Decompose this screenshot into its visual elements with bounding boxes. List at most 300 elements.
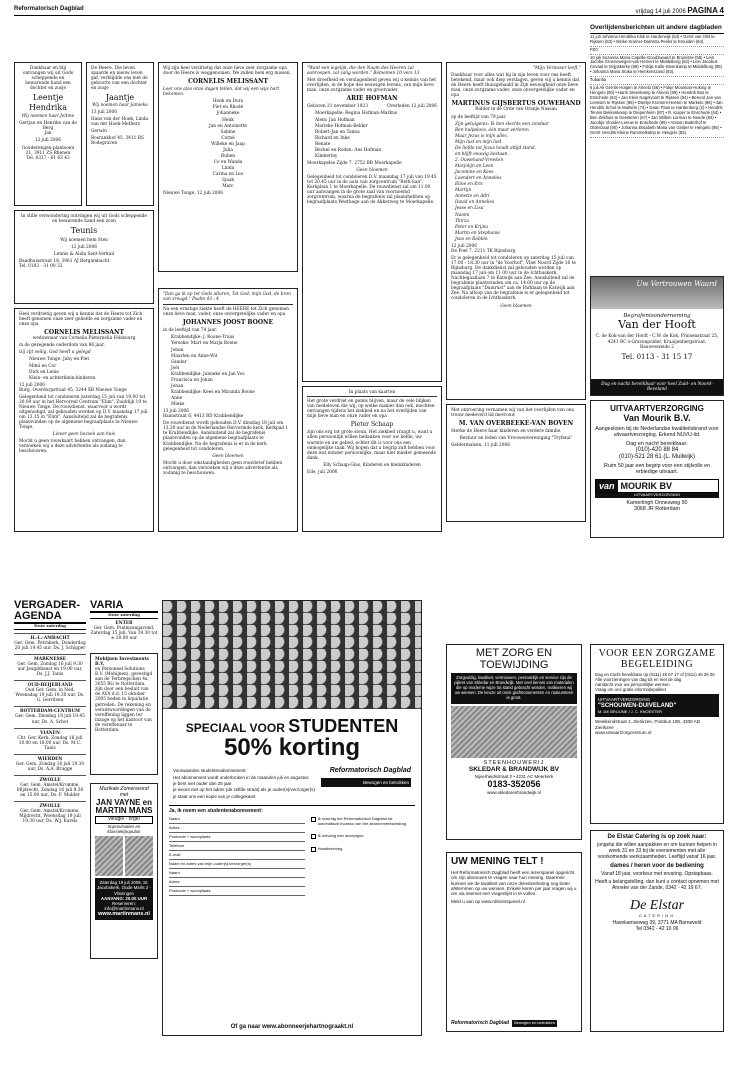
obituary-signatories: Bestuur en leden van Vrouwenvereniging "Tryfena" (459, 436, 573, 442)
obituary-name: M. VAN OVERBEEKE-VAN BOVEN (458, 420, 574, 428)
concert-style: Improvisaties en klassiek/populair (107, 823, 141, 834)
varia-subtitle: Deze zaterdag (90, 611, 158, 619)
option-label: Ik machtig het Reformatorisch Dagblad tot automatisch incasso van het abonnementsbedrag (317, 815, 406, 826)
firm-address: Havekamseweg 39, 3771 MA Barneveld (612, 919, 702, 926)
firm-type: Begrafenisonderneming (623, 313, 691, 319)
thanks-name: Pieter Schaap (350, 421, 394, 429)
form-field[interactable]: Adres (169, 878, 305, 887)
liquidation-notice (90, 653, 158, 775)
agenda-item (14, 680, 86, 703)
mourner-name: Krabbendijke: J. Boone-Traas (171, 335, 235, 341)
conditions-row (163, 761, 421, 798)
mourner-name: Sabine (220, 129, 236, 135)
obituary-name: CORNELIS MELISSANT (188, 78, 268, 86)
mourner-list (307, 111, 437, 159)
obituary-name: CORNELIS MELISSANT (44, 329, 124, 337)
form-options (311, 809, 415, 896)
logo-text-1: van (596, 480, 618, 493)
mourner-name: Mieke (171, 402, 185, 408)
birth-date: 12 juli 2006 (35, 138, 61, 144)
agenda-item (14, 775, 86, 798)
option-label: Ik ontvang een acceptgiro (317, 833, 364, 839)
obituary-body: Gelegenheid tot condoleren D.V. maandag 17 juli van 19.45 tot 20.45 uur in de aula van zorgcentrum "Beth-San", Kerkplein 1 te Moerkapelle. De rouwdienst zal om 11.00 uur aanvangen in de grote zaal van voornoemd zorgcentrum, waarna de begrafenis zal plaatshebben op begraafplaats Westhage aan de Akkerweg te Moerkapelle. (307, 175, 437, 206)
mourner-name: Naomi (455, 212, 470, 218)
mourner-name: 2. Ouwehand-Vreeken (455, 157, 504, 163)
birth-phone: Tel. 0183 - 31 00 33 (19, 263, 63, 269)
artist-photo (125, 836, 153, 876)
overview-item: 6 juli Ali Gerrits-Holgen te Almelo (58) • Fokje Mooiman-Hoking te Hengelo (90) • Harm Steenkamp te Almelo (89) • Hendrik Bos te Enschede (84) • Jan Klein Nagelvoort te Rijssen (84) • Berend Jan van Lenssen te Rijssen (86) • Dientje Kromers-Heeten te Markelo (86) • Jan Hendrik Schut te Markelo (74) • Daan Paus te Hardenberg (2) • Hendrik Tennis Bekkenkamp te Diepenheim (87) • R. Kuiper te Enschede (64) • Ben Zekhuis te Geesteren (67) • Jan Willem Lorman te Neede (84) • Jacobje Vlonder-Leeuw te Enschede (89) • Antoon Butterhof te Oldenzaal (90) • Johanna Elisabeth Maria van Gelder te Hengelo (95) • Gerrit Hendrik Kleine Rammelkamp te Hengelo (83). (590, 86, 724, 138)
obituary-name: MARTINUS GIJSBERTUS OUWEHAND (451, 100, 581, 108)
mourner-name: Yerseke: Mart en Marja Boone (171, 341, 238, 347)
service-item: Vraag om ons gratis informatiepakket (595, 687, 667, 693)
birth-intro: De Heere, Die leven spaarde en nieuw leven gaf, verblijdde ons met de geboorte van een dochter en zusje (91, 66, 148, 92)
mourner-name: Krabbendijke: Janneke en Jan Vos (171, 371, 245, 377)
varia-item-heading: ENTER (115, 620, 133, 626)
agenda-place: ROTTERDAM-CENTRUM (20, 709, 80, 715)
logo: De Elstar (629, 897, 685, 913)
mourner-name: Ruben (220, 153, 236, 159)
agenda-item (14, 728, 86, 751)
mourner-name: Marieke Hofman-Belder (315, 123, 368, 129)
mourner-name: Moerkapelle: Regina Hofman-Markus (315, 111, 398, 117)
obituary-age: op de leeftijd van 79 jaar. (451, 114, 507, 120)
page-header (14, 6, 724, 16)
mourner-name: Sjaak (221, 178, 234, 184)
obituary-date: 13 juli 2006 (163, 409, 189, 415)
paper-logo (451, 1020, 577, 1027)
obituary-closing: Geen bloemen (356, 168, 388, 174)
paper-logo (321, 767, 411, 798)
form-field[interactable]: Naam en adres van mijn ouder(s)/verzorger(s) (169, 860, 305, 869)
mourner-name: Jacomine en Kees (455, 170, 494, 176)
firm-name: "SCHOUWEN-DUIVELAND" (598, 702, 677, 709)
condition-item: je bent niet ouder dan 25 jaar (173, 780, 232, 786)
birth-parents: Hans van der Hoek, Linda van der Hoek-Metherz (91, 116, 149, 127)
ad-elstar-catering (590, 830, 724, 1032)
mourner-name: Francisca en Johan (171, 377, 213, 383)
agenda-subtitle: Deze zaterdag (14, 622, 86, 630)
obituary-order: Ridder in de Orde van Oranje Nassau (475, 107, 557, 113)
agenda-list (14, 633, 86, 825)
mourner-name: Co en Wanda (213, 159, 243, 165)
mourner-name: Marc (222, 184, 234, 190)
mourner-name: De liefde tot Jezus houdt altijd stand, (455, 145, 536, 151)
firm-phone-2: (010)-521 28 61 (L. Muilwijk) (618, 454, 696, 461)
birth-announcement-teunis (14, 210, 154, 304)
varia-title: VARIA (90, 600, 124, 611)
firm-phone-1: (010)-420 88 84 (635, 447, 679, 454)
obituary-intro: Wij zijn heel verdrietig dat onze lieve zeer zorgzame opa door de Heere is weggenomen. We zullen hem erg missen. (163, 66, 291, 77)
birth-parents: Gertjan en Henrike van de Berg (19, 121, 77, 132)
concert-intro: Muzikale Zomeravond met (99, 785, 149, 798)
notice-heading: Mobijnen Investments B.V. (95, 656, 149, 668)
notice-body: en Personeel Solutions B.V. (Mobijnen), gevestigd aan de Terbregschen 4a, 3055 RG te Rotterdam, zijn door een besluit van de AVA d.d. 15 oktober 2005 heden in liquidatie getreden. De rekening en verantwoordingen van de vereffening liggen ter inzage op het kantoor van de vereffenaar te Rotterdam. (95, 667, 153, 733)
form-title: Ja, ik neem een studentenabonnement: (169, 807, 263, 814)
mourner-name: Nieuwe Tonge: Jany en Piet (29, 357, 90, 363)
service-item: Aandacht voor uw persoonlijke wensen (595, 682, 670, 688)
obituary-address: De Poel 7, 2211 TK Rijnsburg (451, 248, 516, 254)
concert-start: AANVANG: 20.00 UUR (100, 895, 148, 901)
birth-phone: Tel. 0317 - 61 63 43 (26, 155, 70, 161)
agenda-details: Chr. Ger. Kerk, Zondag 16 juli 10.00 en 18.00 uur, Ds. M.C. Tanis (17, 735, 83, 751)
obituary-intro: Heel verdrietig geven wij u kennis dat de Heere tot Zich heeft genomen onze zeer geliefde en zorgzame vader en onze opa (19, 312, 143, 328)
firm-website-link[interactable]: www.uitvaartzorgcentrum.nl (595, 730, 652, 736)
mourner-name: Thirza (455, 218, 469, 224)
ad-steenhouwerij (446, 644, 582, 840)
conditions-list (173, 767, 321, 798)
birth-nickname: Wij noemen haar Jeltine (21, 114, 75, 120)
agenda-item (14, 706, 86, 724)
birth-name: Leentje Hendrika (29, 93, 67, 112)
birth-address: Baadhuisstraat 18, 3961 AJ Bergambacht (19, 258, 110, 264)
obituary-place-date: Nieuwe Tonge, 12 juli 2006 (163, 191, 223, 197)
thanks-body: Het grote verdriet en gemis blijven, maar de vele blijken van medeleven die wij, op welke manier dan ook, mochten ontvangen tijdens het ziekbed en na het overlijden van mijn lieve man en onze vader en opa (307, 399, 435, 420)
overview-item: 11 juli Johanna Hendrika Klok te Harderwijk (54) • Gerrit van Olst te Rijssen (83) • Minke Kramer-Damstra Peeks te Emuiden (84). (590, 35, 724, 47)
firm-availability: Dag en nacht bereikbaar: (626, 440, 688, 447)
logo-text-2: MOURIK BV (620, 480, 673, 491)
obituary-overview (590, 24, 724, 272)
mourner-name: Johanneke (216, 111, 240, 117)
mourner-name: Julia (223, 147, 233, 153)
agenda-place: MARKNESSE (34, 656, 66, 662)
firm-footer: Dag en nacht bereikbaar voor heel Zuid- en Noord-Beveland (591, 379, 723, 395)
page-date: vrijdag 14 juli 2006 PAGINA 4 (635, 6, 724, 15)
firm-phone: 0183-352056 (487, 779, 541, 790)
paper-slogan: Bewogen en betrokken (514, 1020, 555, 1026)
mourner-name: Carina en Leo (212, 172, 244, 178)
obituary-body: Er is gelegenheid tot condoleren op zaterdag 15 juli van 17.00 - 18.30 uur in "de Voorhof", Vliet Noord Zijde 16 te Rijnsburg. De dankdienst zal gehouden worden op maandag 17 juli om 11.00 uur in de Ichthuskerk, Nachtegaallaan 7 te Katwijk aan Zee. Aansluitend zal de begrafenis plaatsvinden om ca. 14.00 uur op de begraafplaats "Duinrust" aan de Parklaan te Katwijk aan Zee. Na afloop van de begrafenis is er gelegenheid tot condoleren in de Ichthuskerk. (451, 255, 576, 302)
crowd-photo (163, 601, 421, 709)
form-field[interactable]: Postcode + woonplaats (169, 887, 305, 896)
mourner-name: Kimberley (315, 153, 338, 159)
ad-body-2: Vanaf 18 jaar, voorkeur met ervaring. Opstapbaas. (601, 870, 713, 877)
mourner-name: Jesse en Lisa (455, 206, 484, 212)
mourner-name: Renate (315, 141, 331, 147)
mourner-name: Anne (171, 396, 183, 402)
agenda-details: Oud Ger. Gem. in Ned. Woensdag 19 juli 19.30 uur, Ds. G. Gerritsen (15, 688, 85, 704)
firm-name: Van Mourik B.V. (623, 413, 691, 424)
birth-date: Geboren 21 november 1923 (307, 104, 368, 110)
obituary-boone (158, 288, 298, 532)
obituary-intro: Na een ernstige ziekte heeft de HEERE tot Zich genomen onze lieve man, vader, onze onvergetelijke vader en opa (163, 307, 289, 318)
logo: Uw Vertrouwen Waard (591, 277, 723, 309)
mourner-name: Loendert en Annelies (455, 176, 502, 182)
concert-website-link[interactable]: www.martinmans.nl (98, 911, 150, 918)
mourner-list (163, 335, 293, 407)
agenda-item (14, 754, 86, 772)
obituary-verse: "Dan ga ik op tot Gods altaren, Tot God, mijn God, de bron van vreugd." Psalm 43 : 4 (163, 292, 291, 303)
birth-address: Bosrankhof 45, 3411 RS Bodegraven (91, 136, 144, 147)
mourner-name: Beckel en Roden: Ans Hofman (315, 147, 382, 153)
firm-type: UITVAARTVERZORGING (610, 404, 704, 413)
service-item: Alle voorzieningen van dag tot en met de dag (595, 677, 682, 683)
birth-name: Teunis (70, 226, 98, 236)
obituary-body: Gelegenheid tot condoleren zaterdag 15 juli van 19.00 tot 20.00 uur in het Hervormd Centrum "Elim", Zuiddijk 19 te Nieuwe Tonge. De rouwdienst, waarvoor u wordt uitgenodigd, zal gehouden worden op D.V. maandag 17 juli om 13.15 in "Elim". Aansluitend zal de begrafenis plaatsvinden op de algemene begraafplaats te Nieuwe Tonge. (19, 394, 148, 431)
concert-instruments: vleugel - orgel (95, 816, 153, 824)
ad-van-der-hooft (590, 276, 724, 396)
service-item: Dag en nacht bereikbaar op (0111) 45 07 17 of (0111) 46 26 00 (595, 672, 715, 677)
birth-address: Gouderengen-plantsoen 21, 3911 ZS Rhenen (21, 145, 75, 156)
form-field[interactable]: Naam (169, 869, 305, 878)
ad-headline (163, 717, 421, 735)
agenda-item (14, 633, 86, 651)
mourner-name: Marjolijn en Leen (455, 164, 494, 170)
ad-body: Het Reformatorisch Dagblad heeft een lezerspanel opgericht om zijn abonnees te vragen naar hun mening. Daarmee kunnen we de kwaliteit van onze dienstverlening nog beter afstemmen op uw wensen. Enkele keren per jaar vragen wij u om via internet een vragenlijst in te vullen. (451, 869, 577, 897)
headline-part-1: SPECIAAL VOOR (185, 721, 285, 735)
mourner-name: Peter en Krijna (455, 224, 488, 230)
firm-owners: M. DE BRUIJNE / J. C. KNOESTER (598, 708, 663, 714)
firm-address: Weelkendstraat 4, Zierikzee, Postbus 189, 4300 AD Zierikzee (595, 719, 701, 730)
condition-item: je woont niet op het adres (de zelfde straat) als je ouder(s)/verzorger(s) (173, 787, 315, 793)
overview-list (590, 35, 724, 138)
birth-announcement-jaantje (86, 62, 154, 206)
form-field[interactable]: Telefoon (169, 842, 305, 851)
subscribe-website-link[interactable]: Of ga naar www.abonneerjehartnograakt.nl (230, 1023, 354, 1030)
firm-subtitle: Aangesloten bij de Nederlandse kwaliteitsbrand voor uitvaartverzorging. Erkend NUVU-lid. (595, 426, 719, 439)
birth-siblings: Gerwin (91, 129, 107, 134)
mourner-name: Dick en Lenie (29, 369, 59, 375)
agenda-place: OUD-BEIJERLAND (27, 683, 73, 689)
mourner-name: Johan (171, 383, 184, 389)
obituary-date: 12 juli 2006 (19, 382, 45, 388)
mourner-name: Richard en Inke (315, 135, 350, 141)
agenda-details: Ger. Gem. Petrakerk, Donderdag 20 juli 19.45 uur, Ds. J. Schipper (14, 640, 86, 651)
birth-announcement-leentje (14, 62, 82, 206)
mourner-name: Sander (171, 359, 187, 365)
obituary-melissant-family (158, 62, 298, 272)
thanks-schaap (302, 386, 442, 532)
mourner-name: Willeke en Jaap (211, 141, 245, 147)
overview-title: Overlijdensberichten uit andere dagbladen (590, 24, 724, 34)
form-option[interactable] (311, 834, 415, 839)
ad-reader-panel (446, 852, 582, 1032)
agenda-place: ZWOLLE (39, 804, 61, 810)
obituary-closing: Geen bloemen (212, 453, 244, 459)
birth-name: Jaantje (105, 93, 135, 103)
paper-slogan: Bewogen en betrokken (321, 778, 411, 787)
concert-artists: JAN VAYNE en MARTIN MANS (95, 797, 153, 815)
mourner-name: Alem: Jan Hofman (315, 117, 355, 123)
ad-headline: De Elstar Catering is op zoek naar: (607, 834, 707, 840)
mourner-name: Henk en Dora (212, 99, 244, 105)
discount-label: 50% korting (223, 734, 361, 761)
ad-body: Zorgvuldig, kwaliteit, vertrouwen, persoonlijk en service zijn de pijlers van Skledar en Brandwijk. Met veel kennis van materialen die op moderne wijze tot stand gebracht worden, realiseren wij uw wensen. De keuze uit onze grafmonumenten en natuursteen is groot. (451, 673, 577, 704)
subscription-form (169, 805, 415, 896)
mourner-name: Annette en Adri (455, 194, 490, 200)
obituary-date: 12 juli 2006 (451, 243, 477, 249)
thanks-body-2: zijn ons erg tot grote steun. Het ziekbed vraagt u, want u allen persoonlijk willen bedanken voor uw liefde, uw warmte en uw gebed, echter dit is voor ons een onmogelijke taak. Wij hopen dat u begrip zult hebben voor deze wat minder persoonlijke, maar niet minder gemeende dank. (307, 430, 437, 461)
obituary-name: JOHANNES JOOST BOONE (182, 319, 274, 327)
form-option[interactable] (311, 817, 415, 826)
checkbox-icon[interactable] (311, 847, 316, 852)
mourner-list (163, 99, 293, 189)
headline-part-2: STUDENTEN (288, 716, 399, 736)
mourner-name: Martin en Stephanie (455, 230, 500, 236)
thanks-place-date: Ede, juli 2006 (307, 469, 338, 475)
agenda-place: H.-L.-AMBACHT (30, 635, 70, 641)
mourner-name: Corné (221, 135, 235, 141)
birth-date: 12 juli 2006 (71, 244, 97, 250)
firm-address: Kamerlingh Onnesweg 50 (626, 500, 688, 507)
form-field[interactable]: Adres (169, 824, 305, 833)
obituary-verse: Leer ons alzo onze dagen tellen, dat wij een wijs hart bekomen. (163, 87, 280, 98)
obituary-subtitle: weduwnaar van Cornelia Pieternella Felsbourg (32, 336, 136, 342)
agenda-place: ZWOLLE (39, 778, 61, 784)
form-field[interactable]: E-mail (169, 851, 305, 860)
form-field[interactable]: Postcode + woonplaats (169, 833, 305, 842)
obituary-verse: "Want een iegelijk, die den Naam des Heeren zal aanroepen, zal zalig worden." Romeinen 10 vers 13 (307, 66, 420, 77)
concert-place: Zaterdag 19 juli 2006, St. Jacobskerk, Oude Markt 2 - Vlissingen (97, 880, 151, 896)
service-list (595, 672, 719, 692)
obituary-body: Met ontroering vernamen wij van het overlijden van ons trouw medeverd lid mevrouw (451, 408, 574, 419)
firm-phone: Tel. 0113 - 31 15 17 (621, 352, 693, 361)
mourner-name: Linda (221, 166, 235, 172)
ad-headline: UW MENING TELT ! (451, 856, 544, 867)
form-fields (169, 815, 305, 896)
paper-name: Reformatorisch Dagblad (451, 1019, 510, 1026)
ad-van-mourik (590, 400, 724, 538)
agenda-details: Ger. Gem. Zondag 16 juli 19.30 uur, Ds. A.A. Brugge (15, 761, 85, 772)
option-label: Handtekening (317, 846, 343, 852)
obituary-address: Moerkapelse Zijde 7, 2752 BB Moerkapelle (307, 160, 402, 166)
obituary-intro: Met droefheid en verslagenheid geven wij u kennis van het overlijden, in de hope des eeuwigen levens, van mijn lieve man, onze zorgzame vader en grootvader (307, 78, 437, 94)
mourner-name: Martijn (455, 188, 472, 194)
ad-headline: MET ZORG EN TOEWIJDING (475, 647, 553, 671)
obituary-note: Mocht u geen rouwkaart hebben ontvangen, dan verzoeken wij u deze advertentie als zodanig te beschouwen. (19, 439, 126, 455)
artist-photo (95, 836, 123, 876)
obituary-age: in de gezegende ouderdom van 86 jaar. (19, 343, 105, 349)
obituary-closing: Liever geen bezoek aan huis (52, 432, 116, 438)
concert-reservation: Reserveren: info@martinmans.nl (104, 900, 144, 912)
firm-address: C. de Kok-van der Hooft - C.W. de Kok, Prinsenstraat 25, 4241 BC s-Gravenpolder, Kraaijenbergstraat, Bauwesweide 2 (595, 334, 719, 350)
form-field[interactable]: Naam (169, 815, 305, 824)
checkbox-icon[interactable] (311, 834, 316, 839)
condition-item: Voorwaarden studentenabonnement: (173, 768, 247, 774)
firm-type: UITVAARTVERZORGING (598, 697, 651, 703)
condition-item: Het abonnement wordt onderbroken in de maanden juli en augustus (173, 774, 309, 780)
obituary-age: in de leeftijd van 74 jaar. (163, 328, 218, 334)
ad-student-subscription (162, 600, 422, 1036)
mourner-name: Mijn lust en mijn lied. (455, 139, 503, 145)
firm-address: Nijverheidsstraat 2 • 4231 AC Meerkerk (474, 774, 554, 779)
ad-schouwen-duiveland (590, 644, 724, 824)
birth-parents: Lennis & Alida Sent-Verkuil (53, 251, 115, 257)
thanks-signatories: Elly Schaap-Glas, Kinderen en kleinkinderen (323, 462, 421, 468)
overview-item: PZC (590, 48, 724, 55)
obituary-name: ARIE HOFMAN (346, 95, 398, 103)
firm-type: STEENHOUWERIJ (483, 759, 545, 766)
firm-name: Van der Hooft (618, 318, 696, 332)
agenda-place: VIANEN (40, 730, 60, 736)
obituary-verse: Gij zijt veilig, God heeft u gelegd (19, 350, 91, 356)
obituary-closing: Geen bloemen (500, 303, 532, 309)
obituary-ouwehand (446, 62, 586, 400)
panel-website-link[interactable]: Meld u aan op www.rdlezerspanel.nl (451, 898, 525, 904)
mourner-name: Joël (171, 365, 180, 371)
obituary-overbeeke (446, 404, 586, 522)
form-option[interactable] (311, 847, 415, 852)
logo-subtitle: UITVAARTVERZORGING (595, 493, 719, 498)
birth-nickname: Wij noemen haar Jamieke (92, 102, 148, 108)
agenda-details: Ger. Gem. Zondag 16 juli 9.30 uur Jeugddienst en 19.00 uur, Ds. J.J. Tanis (17, 661, 83, 678)
monument-photo (451, 706, 577, 758)
mourner-name: Henk (222, 117, 234, 123)
firm-city: 3068 JR Rotterdam (634, 506, 680, 513)
birth-intro: In stille verwondering ontvingen wij uit Gods scheppende en bewarende hand een zoon (21, 214, 147, 225)
artist-photos (95, 836, 153, 876)
thanks-heading: In plaats van kaarten (307, 390, 437, 397)
mourner-name: Maar Jezus is mijn alles, (455, 133, 509, 139)
checkbox-icon[interactable] (311, 817, 316, 822)
agenda-details: Ger. Gem. Dinsdag 18 juli 19.45 uur, Ds. A. Schot (15, 714, 85, 725)
ad-body-3: Heeft u belangstelling, dan kunt u contact opnemen met Anneke van der Zande, 0342 - 42 19 67. (595, 878, 719, 891)
mourner-name: Ben hulpeloos, één maar verloren (455, 127, 529, 133)
birth-nickname: Wij noemen hem Sten (60, 237, 108, 243)
obituary-hofman (302, 62, 442, 382)
varia-column (90, 600, 158, 1040)
firm-website-link[interactable]: www.skledarenbrandwijk.nl (486, 789, 542, 795)
obituary-place-date: Geldermalsen, 11 juli 2006 (451, 443, 510, 449)
obituary-body-2: Sterke de Heere haar kinderen en verdere familie. (451, 429, 562, 435)
mourner-name: Eline en Eric (455, 182, 484, 188)
ad-body: jongelui die willen aanpakken en om kunnen helpen in week 31 en 33 bij de evenementen met alle voorkomende werkzaamheden. Leeftijd vanaf 16 jaar. (597, 842, 717, 860)
obituary-melissant (14, 308, 154, 532)
obituary-note: Mocht u door omstandigheden geen rouwbrief hebben ontvangen, dan verzoeken wij u deze advertentie als zodanig te beschouwen. (163, 460, 283, 476)
agenda-item (14, 654, 86, 677)
firm-note: Ruim 50 jaar een begrip voor een stijlvolle en erbiedige uitvaart. (604, 463, 710, 476)
logo-subtitle: CATERING (638, 913, 676, 919)
mourner-name: Zijn getuigenis: Ik ben slechts een zondaar (455, 121, 549, 127)
mourner-name: Jan en Antoinette (209, 123, 247, 129)
ad-headline: VOOR EEN ZORGZAME BEGELEIDING (598, 648, 716, 670)
paper-name: Reformatorisch Dagblad (329, 767, 411, 775)
mourner-name: Robert-Jan en Tanna (315, 129, 360, 135)
ad-concert (90, 783, 158, 959)
mourner-name: Joas en Robbin (455, 236, 488, 242)
obituary-intro: Dankbaar voor alles wat hij in zijn leven voor ons heeft betekend, maar ook diep verslagen, geven wij u kennis dat de Heere heeft thuisgehaald in Zijn eeuwigheid onze lieve man, onze zorgzame vader, onze onvergetelijke vader en opa (451, 73, 580, 99)
firm-phone: Tel 0342 - 42 10 06 (635, 925, 679, 932)
mourner-name: Piet en Rhodé (212, 105, 244, 111)
condition-item: je staat ons een kopie van je collegekaart (173, 793, 256, 799)
obituary-dates (307, 104, 437, 109)
meeting-agenda (14, 600, 86, 1040)
firm-name: SKLEDAR & BRANDWIJK BV (468, 766, 560, 774)
mourner-name: Klein- en achterklein-kinderen (29, 375, 96, 381)
birth-siblings: Jan (44, 131, 52, 137)
agenda-details: Ger. Gem. Amstel/Kromme, Mijdrecht, Zondag 16 juli 9.30 en 15.00 uur, Ds. F. Mulder (16, 783, 84, 799)
mourner-name: David en Annelies (455, 200, 495, 206)
obituary-verse: "Mijn Verlosser leeft." (533, 66, 581, 71)
overview-item: 10 juli Suzanna Maria Capelle-Goudzwaard te Bruinisse (55) • Lein Jacoba Groenewegen-van Hemert te Middelburg (63) • Lein Jacobus Cevaal te Grijpskerke (69) • Foldje Kalle-Steenkamp te Middelburg (85) • Johanna Maria Stoka te Heinkenszand (83). (590, 56, 724, 78)
mourner-name: Mimi en Cor (29, 363, 57, 369)
obituary-body: De rouwdienst wordt gehouden D.V. dinsdag 18 juli om 13.30 uur in de Nederlandse Hervormde kerk, Kerkpad 1 te Krabbendijke. Aansluitend zal de begrafenis plaatsvinden op de algemene begraafplaats te Krabbendijke. Na de begrafenis is er in de kerk gelegenheid tot condoleren. (163, 421, 289, 452)
birth-intro: Dankbaar en blij ontvangen wij uit Gods scheppende en bewarende hand een dochter en zusje (22, 66, 74, 92)
logo (595, 479, 719, 494)
mourner-name: en blijft eeuwig bestaan. (455, 151, 509, 157)
agenda-place: WIERDEN (37, 756, 63, 762)
mourner-list (19, 357, 149, 380)
mourner-name: Johan (171, 347, 184, 353)
mourner-name: Krabbendijke: Kees en Miranda Boone (171, 389, 255, 395)
agenda-title: VERGADER-AGENDA (14, 600, 81, 622)
agenda-item (14, 801, 86, 824)
agenda-details: Ger. Gem. Amstel/Kromme, Mijdrecht, Woensdag 19 juli 19.30 uur, Ds. W.J. Karels (19, 809, 81, 825)
obituary-address: Baanstraat 6, 4413 BD Krabbendijke (163, 414, 244, 420)
death-date: Overleden 12 juli 2006 (387, 104, 437, 110)
overview-item: Tubantia (590, 78, 724, 85)
mourner-list (451, 122, 581, 242)
varia-item-text: Ger. Gem. Psalmzangavond, Zaterdag 15 juli, Van 19.30 tot ± 20.00 uur (90, 625, 158, 641)
